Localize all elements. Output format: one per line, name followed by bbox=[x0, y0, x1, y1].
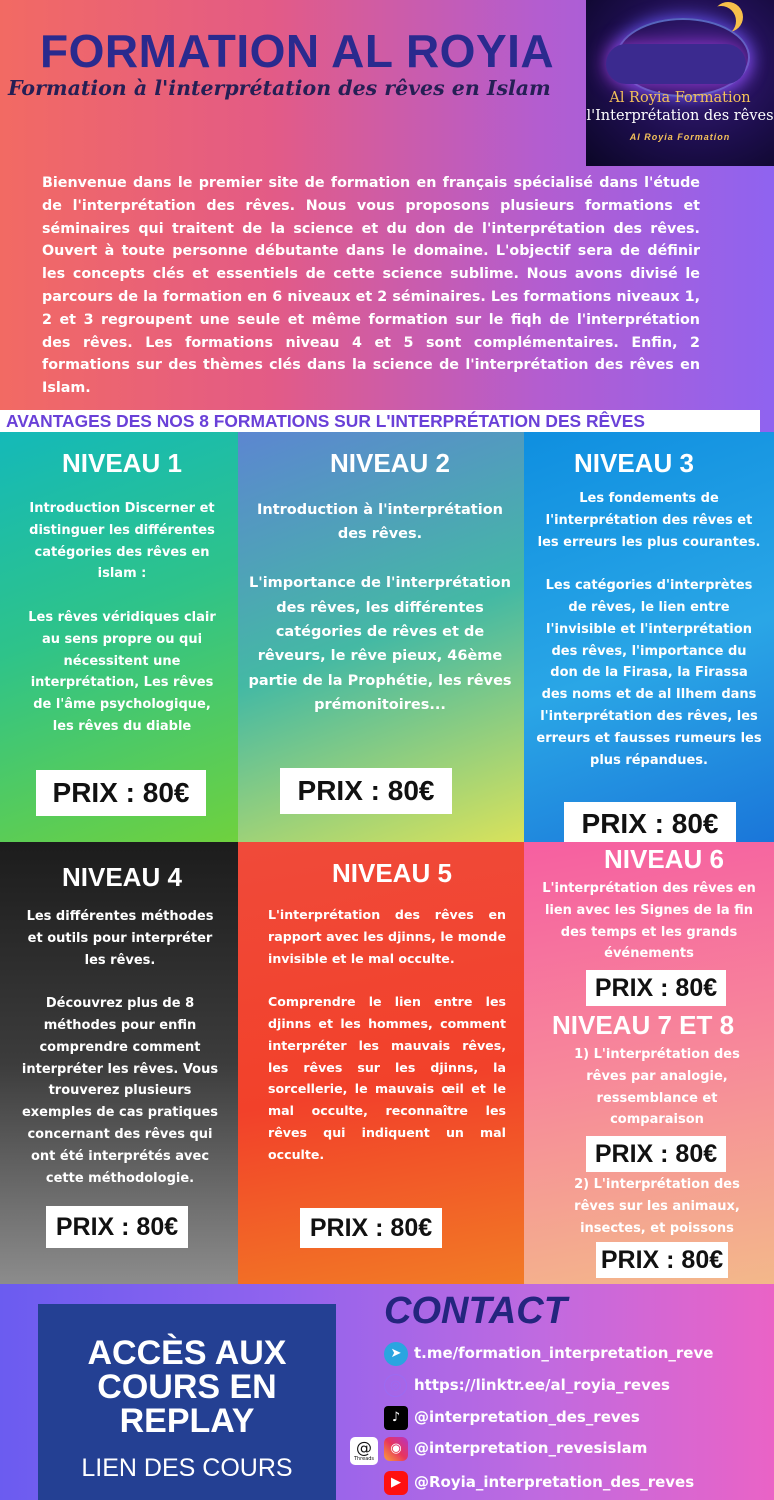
level-8-price: PRIX : 80€ bbox=[596, 1242, 728, 1278]
linktree-link[interactable]: https://linktr.ee/al_royia_reves bbox=[414, 1376, 670, 1394]
level-2-price: PRIX : 80€ bbox=[280, 768, 452, 814]
level-1-card bbox=[0, 432, 238, 842]
level-7-description: 1) L'interprétation des rêves par analogie, ressemblance et comparaison bbox=[574, 1047, 740, 1128]
tiktok-icon: ♪ bbox=[384, 1406, 408, 1430]
level-3-price: PRIX : 80€ bbox=[564, 802, 736, 842]
telegram-link[interactable]: t.me/formation_interpretation_reve bbox=[414, 1344, 714, 1362]
replay-title: ACCÈS AUX COURS EN REPLAY bbox=[87, 1334, 287, 1440]
level-2-description: Introduction à l'interprétation des rêves. L'importance de l'interprétation des rêves, les différentes catégories de rêves et de rêveurs, le rêve pieux, 46ème partie de la Prophétie, les rêves prémonitoires... bbox=[248, 502, 512, 714]
level-1-title: NIVEAU 1 bbox=[62, 448, 182, 478]
contact-title: CONTACT bbox=[384, 1290, 567, 1332]
level-4-title: NIVEAU 4 bbox=[62, 862, 182, 892]
level-3-description: Les fondements de l'interprétation des rêves et les erreurs les plus courantes. Les catégories d'interprètes de rêves, le lien entre l'invisible et l'interprétation des rêves, l'importance du don de la Firasa, la Firassa des noms et de al Ilhem dans l'interprétation des rêves, les erreurs et fausses rumeurs les plus répandues. bbox=[536, 491, 762, 768]
level-2-card bbox=[238, 432, 524, 842]
level-5-price: PRIX : 80€ bbox=[300, 1208, 442, 1248]
level-4-price: PRIX : 80€ bbox=[46, 1206, 188, 1248]
page-subtitle: Formation à l'interprétation des rêves en Islam bbox=[8, 76, 551, 100]
globe-icon: ◎ bbox=[384, 1374, 407, 1397]
telegram-icon: ➤ bbox=[384, 1342, 408, 1366]
logo-line-3: Al Royia Formation bbox=[629, 132, 731, 142]
threads-icon[interactable]: @ Threads bbox=[350, 1437, 378, 1465]
replay-access-box[interactable] bbox=[38, 1304, 336, 1500]
level-4-description: Les différentes méthodes et outils pour interpréter les rêves. Découvrez plus de 8 méthodes pour enfin comprendre comment interpréter les rêves. Vous trouverez plusieurs exemples de cas pratiques concernant des rêves qui ont été interprétés avec cette méthodologie. bbox=[21, 909, 219, 1186]
instagram-icon: ◉ bbox=[384, 1437, 408, 1461]
crescent-moon-icon bbox=[706, 6, 736, 36]
youtube-icon: ▶ bbox=[384, 1471, 408, 1495]
level-4-card bbox=[0, 842, 238, 1284]
instagram-handle[interactable]: @interpretation_revesislam bbox=[414, 1439, 648, 1457]
intro-text: Bienvenue dans le premier site de formation en français spécialisé dans l'étude de l'interprétation des rêves. Nous vous proposons plusieurs formations et séminaires qui traitent de la science et du don de l'interprétation des rêves. Ouvert à toute personne débutante dans le domaine. L'objectif sera de définir les concepts clés et essentiels de cette science sublime. Nous avons divisé le parcours de la formation en 6 niveaux et 2 séminaires. Les formations niveaux 1, 2 et 3 regroupent une seule et même formation sur le fiqh de l'interprétation des rêves. Les formations niveau 4 et 5 sont complémentaires. Enfin, 2 formations sur des thèmes clés dans la science de l'interprétation des rêves en Islam. bbox=[42, 175, 700, 397]
level-5-card bbox=[238, 842, 524, 1284]
level-3-title: NIVEAU 3 bbox=[574, 448, 694, 478]
level-6-title: NIVEAU 6 bbox=[604, 844, 724, 874]
level-6-card bbox=[524, 842, 774, 1284]
benefits-banner bbox=[0, 410, 760, 432]
logo-line-1: Al Royia Formation bbox=[609, 90, 751, 106]
cloud-icon bbox=[606, 44, 746, 84]
threads-label: Threads bbox=[353, 1456, 375, 1462]
page-title: FORMATION AL ROYIA bbox=[40, 25, 555, 77]
level-1-price: PRIX : 80€ bbox=[36, 770, 206, 816]
level-5-title: NIVEAU 5 bbox=[332, 858, 452, 888]
level-3-card bbox=[524, 432, 774, 842]
course-link[interactable]: LIEN DES COURS bbox=[81, 1454, 293, 1482]
level-6-description: L'interprétation des rêves en lien avec les Signes de la fin des temps et les grands événements bbox=[542, 881, 756, 962]
level-6-price: PRIX : 80€ bbox=[586, 970, 726, 1006]
level-8-description: 2) L'interprétation des rêves sur les animaux, insectes, et poissons bbox=[574, 1177, 740, 1236]
logo bbox=[586, 0, 774, 166]
level-5-description: L'interprétation des rêves en rapport avec les djinns, le monde invisible et le mal occulte. Comprendre le lien entre les djinns et les hommes, comment interpréter les mauvais rêves, les rêves sur les djinns, la sorcellerie, le mauvais œil et le mal occulte, reconnaître les rêves qui indiquent un mal occulte. bbox=[268, 907, 506, 1162]
level-1-description: Introduction Discerner et distinguer les différentes catégories des rêves en islam : Les rêves véridiques clair au sens propre ou qui nécessitent une interprétation, Les rêves de l'âme psychologique, les rêves du diable bbox=[28, 501, 216, 734]
level-7-8-title: NIVEAU 7 ET 8 bbox=[552, 1010, 735, 1040]
youtube-handle[interactable]: @Royia_interpretation_des_reves bbox=[414, 1473, 695, 1491]
tiktok-handle[interactable]: @interpretation_des_reves bbox=[414, 1408, 640, 1426]
logo-line-2: l'Interprétation des rêves bbox=[586, 108, 774, 124]
level-2-title: NIVEAU 2 bbox=[330, 448, 450, 478]
benefits-banner-text: AVANTAGES DES NOS 8 FORMATIONS SUR L'INTERPRÉTATION DES RÊVES bbox=[6, 411, 645, 431]
level-7-price: PRIX : 80€ bbox=[586, 1136, 726, 1172]
